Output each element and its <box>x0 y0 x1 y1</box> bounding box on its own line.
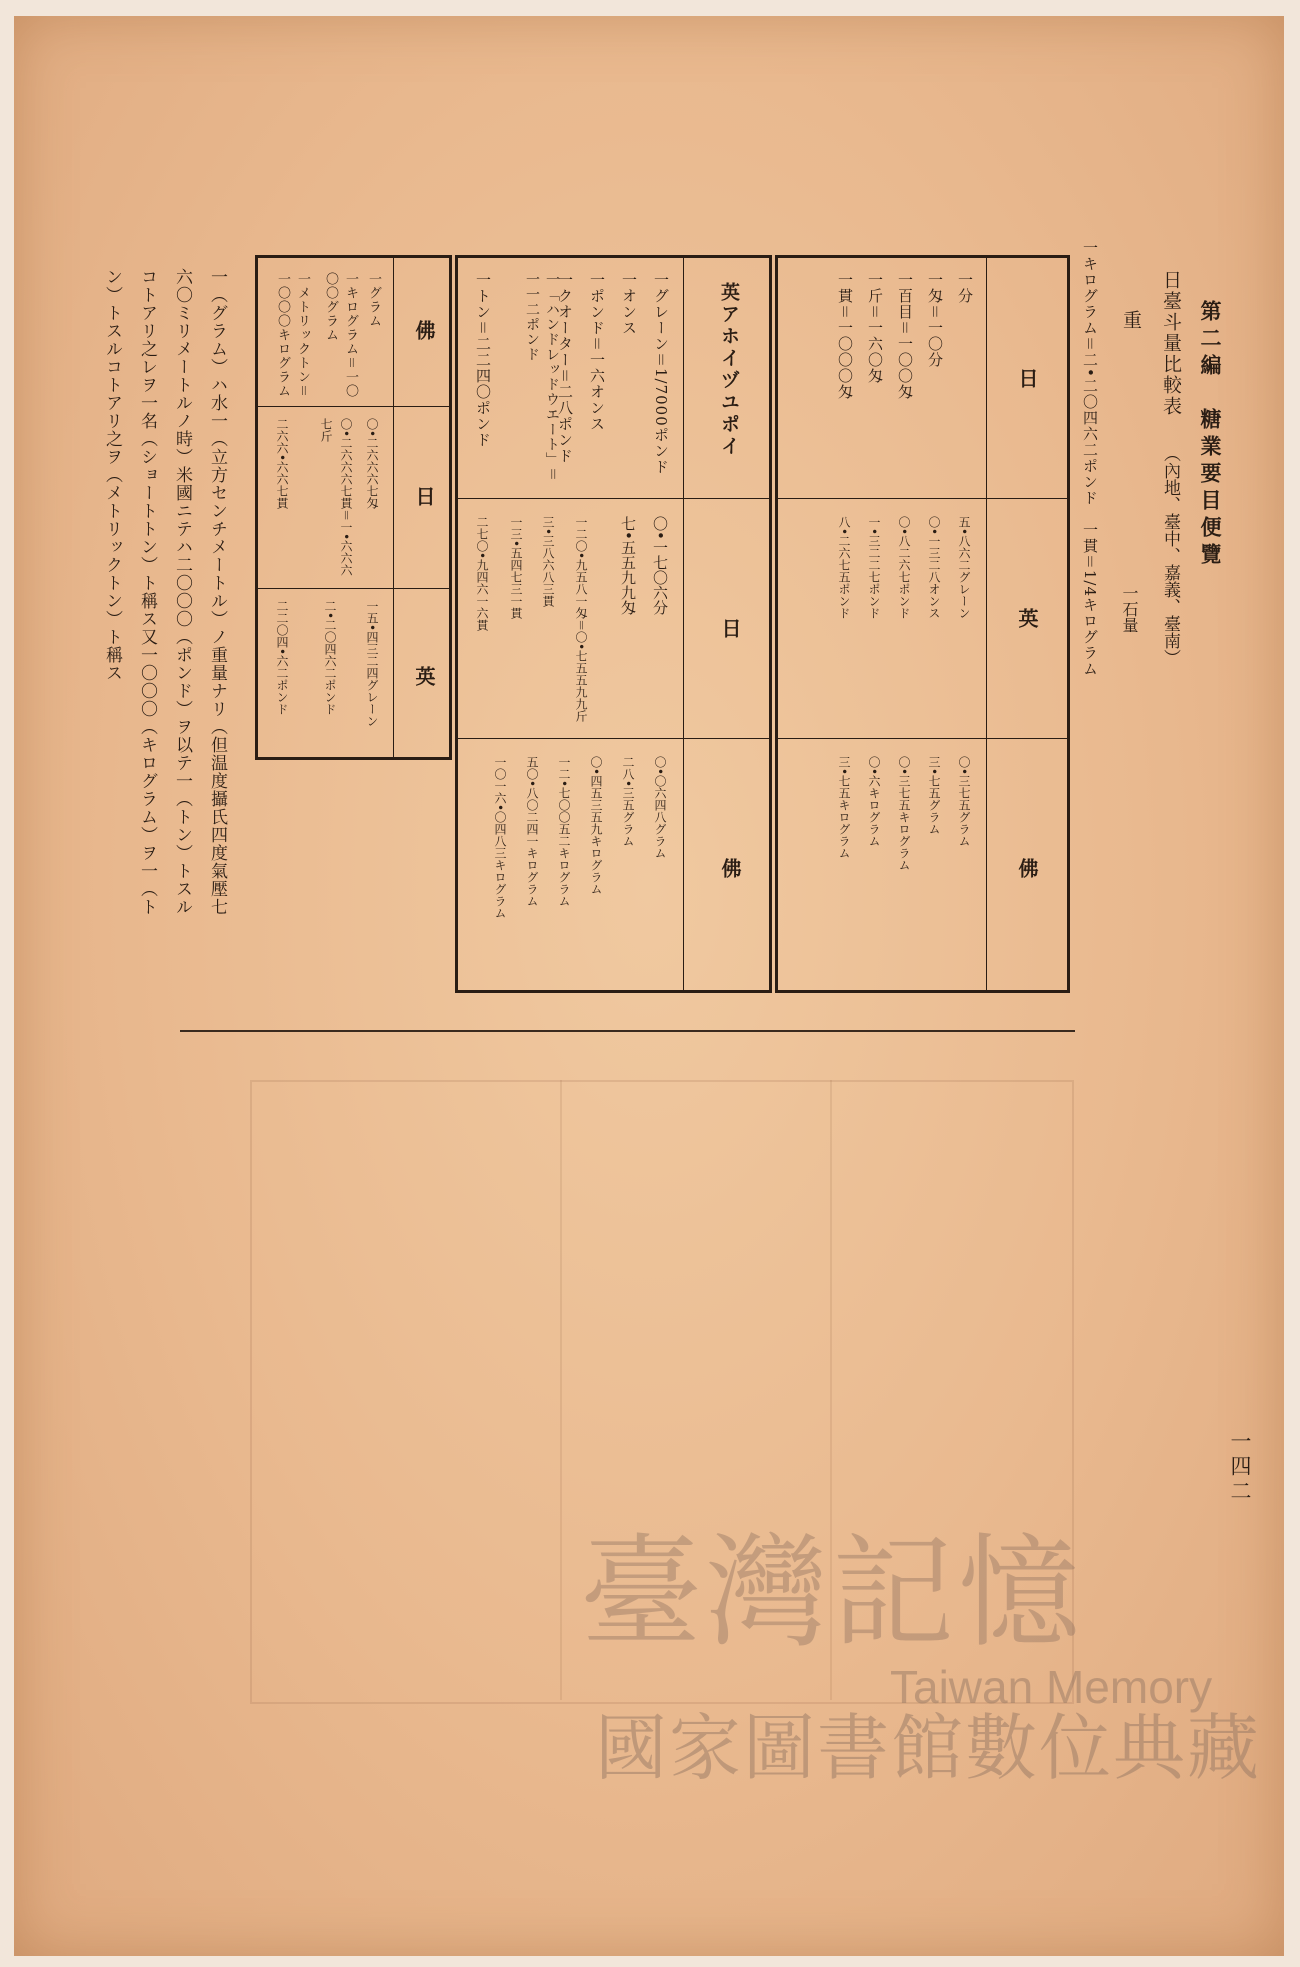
table-jp-english-value: 〇•八二六七ポンド <box>897 516 911 620</box>
table-fr-item: 一キログラム＝一〇〇〇グラム <box>323 272 358 399</box>
table-en-french-value: 〇•〇六四八グラム <box>653 756 667 860</box>
kg-conversion-note: 一キログラム＝二•二〇四六二ポンド 一貫＝1/4キログラム <box>1081 240 1099 677</box>
table-en-item: 一トン＝二二四〇ポンド <box>474 272 492 449</box>
weight-label: 重 <box>1120 310 1142 329</box>
bleed-through-line <box>560 1080 562 1700</box>
table-en-french-value: 一二•七〇〇五二キログラム <box>557 756 571 908</box>
table-jp-french-value: 三•七五グラム <box>927 756 941 836</box>
section-title: 日臺斗量比較表 <box>1160 270 1182 417</box>
table-jp-item: 一分 <box>956 272 974 304</box>
table-fr-japanese-value: 〇•二六六六七貫＝一•六六六七斤 <box>319 418 353 577</box>
table-en-item: 一クオーター＝二八ポンド <box>556 272 574 465</box>
footnote-line: コトアリ之レヲ一名（ショートトン）ト稱ス又一〇〇〇（キログラム）ヲ一（ト <box>137 268 157 916</box>
table-en-japanese-value: 七•五五九九匁 <box>619 516 637 615</box>
watermark-library: 國家圖書館數位典藏 <box>595 1706 1262 1790</box>
table-jp-french-value: 三•七五キログラム <box>837 756 851 860</box>
footnote-line: ン）トスルコトアリ之ヲ（メトリックトン）ト稱ス <box>102 268 122 682</box>
table-fr-english-value: 一五•四三二四グレーン <box>365 600 379 728</box>
table-fr-header-en: 英 <box>412 666 436 686</box>
table-en-japanese-value: 三•三八六八三貫 <box>541 516 555 608</box>
table-en-japanese-value: 二七〇•九四六一六貫 <box>475 516 489 632</box>
table-japanese-units <box>775 255 1070 993</box>
footnote-line: 六〇ミリメートルノ時）米國ニテハ二〇〇〇（ポンド）ヲ以テ一（トン）トスル <box>172 268 192 916</box>
table-jp-english-value: 八•二六七五ポンド <box>837 516 851 620</box>
table-fr-header-fr: 佛 <box>412 320 436 340</box>
table-en-japanese-value: 一二〇•九五八一匁＝〇•七五五九九斤 <box>574 516 588 723</box>
table-en-french-value: 五〇•八〇二四一キログラム <box>525 756 539 908</box>
table-en-header-jp: 日 <box>718 618 742 638</box>
table-jp-header-en: 英 <box>1015 608 1039 628</box>
table-english-units <box>455 255 772 993</box>
table-jp-item: 一匁＝一〇分 <box>926 272 944 369</box>
chapter-header: 第二編 糖業要目便覽 <box>1198 300 1223 570</box>
table-en-header-fr: 佛 <box>718 858 742 878</box>
table-en-item: 一グレーン＝1/7000ポンド <box>652 272 670 475</box>
table-en-header-title: 英アホイヅユポイ <box>718 282 740 458</box>
table-jp-item: 一斤＝一六〇匁 <box>866 272 884 385</box>
table-jp-item: 一百目＝一〇〇匁 <box>896 272 914 401</box>
table-jp-header-jp: 日 <box>1015 368 1039 388</box>
table-en-item: 一ポンド＝一六オンス <box>588 272 606 433</box>
table-french-units <box>255 255 452 760</box>
footnote-line: 一（グラム）ハ水一（立方センチメートル）ノ重量ナリ（但温度攝氏四度氣壓七 <box>207 268 227 916</box>
table-fr-english-value: 二•二〇四六二ポンド <box>323 600 337 716</box>
table-en-item: 一「ハンドレッドウエート」＝一一二ポンド <box>524 272 560 482</box>
table-fr-japanese-value: 二六六•六六七貫 <box>275 418 289 510</box>
section-regions: （內地、臺中、嘉義、臺南） <box>1160 445 1180 666</box>
watermark-chinese: 臺灣記憶 <box>580 1522 1084 1664</box>
table-en-japanese-value: 〇•一七〇六分 <box>651 516 669 615</box>
table-jp-english-value: 一•三二二七ポンド <box>867 516 881 620</box>
table-fr-header-jp: 日 <box>412 486 436 506</box>
watermark-english: Taiwan Memory <box>890 1661 1213 1713</box>
table-jp-english-value: 〇•一三二八オンス <box>927 516 941 620</box>
table-fr-item: 一グラム <box>366 272 381 328</box>
table-jp-item: 一貫＝一〇〇〇匁 <box>836 272 854 401</box>
page-number: 一四二 <box>1228 1430 1252 1505</box>
koku-label: 一石量 <box>1120 585 1139 633</box>
table-fr-english-value: 二二〇四•六二ポンド <box>275 600 289 716</box>
table-jp-french-value: 〇•三七五キログラム <box>897 756 911 872</box>
table-jp-english-value: 五•八六二グレーン <box>957 516 971 620</box>
table-jp-french-value: 〇•六キログラム <box>867 756 881 848</box>
table-en-french-value: 二八•三五グラム <box>621 756 635 848</box>
table-jp-french-value: 〇•三七五グラム <box>957 756 971 848</box>
table-en-french-value: 一〇一六•〇四八三キログラム <box>493 756 507 920</box>
table-fr-item: 一メトリックトン＝一〇〇〇キログラム <box>275 272 310 399</box>
table-en-french-value: 〇•四五三五九キログラム <box>589 756 603 896</box>
page-rule <box>180 1030 1075 1032</box>
table-jp-header-fr: 佛 <box>1015 858 1039 878</box>
table-en-japanese-value: 一三•五四七三一貫 <box>509 516 523 620</box>
table-en-item: 一オンス <box>620 272 638 336</box>
table-fr-japanese-value: 〇•二六六六七匁 <box>365 418 379 510</box>
